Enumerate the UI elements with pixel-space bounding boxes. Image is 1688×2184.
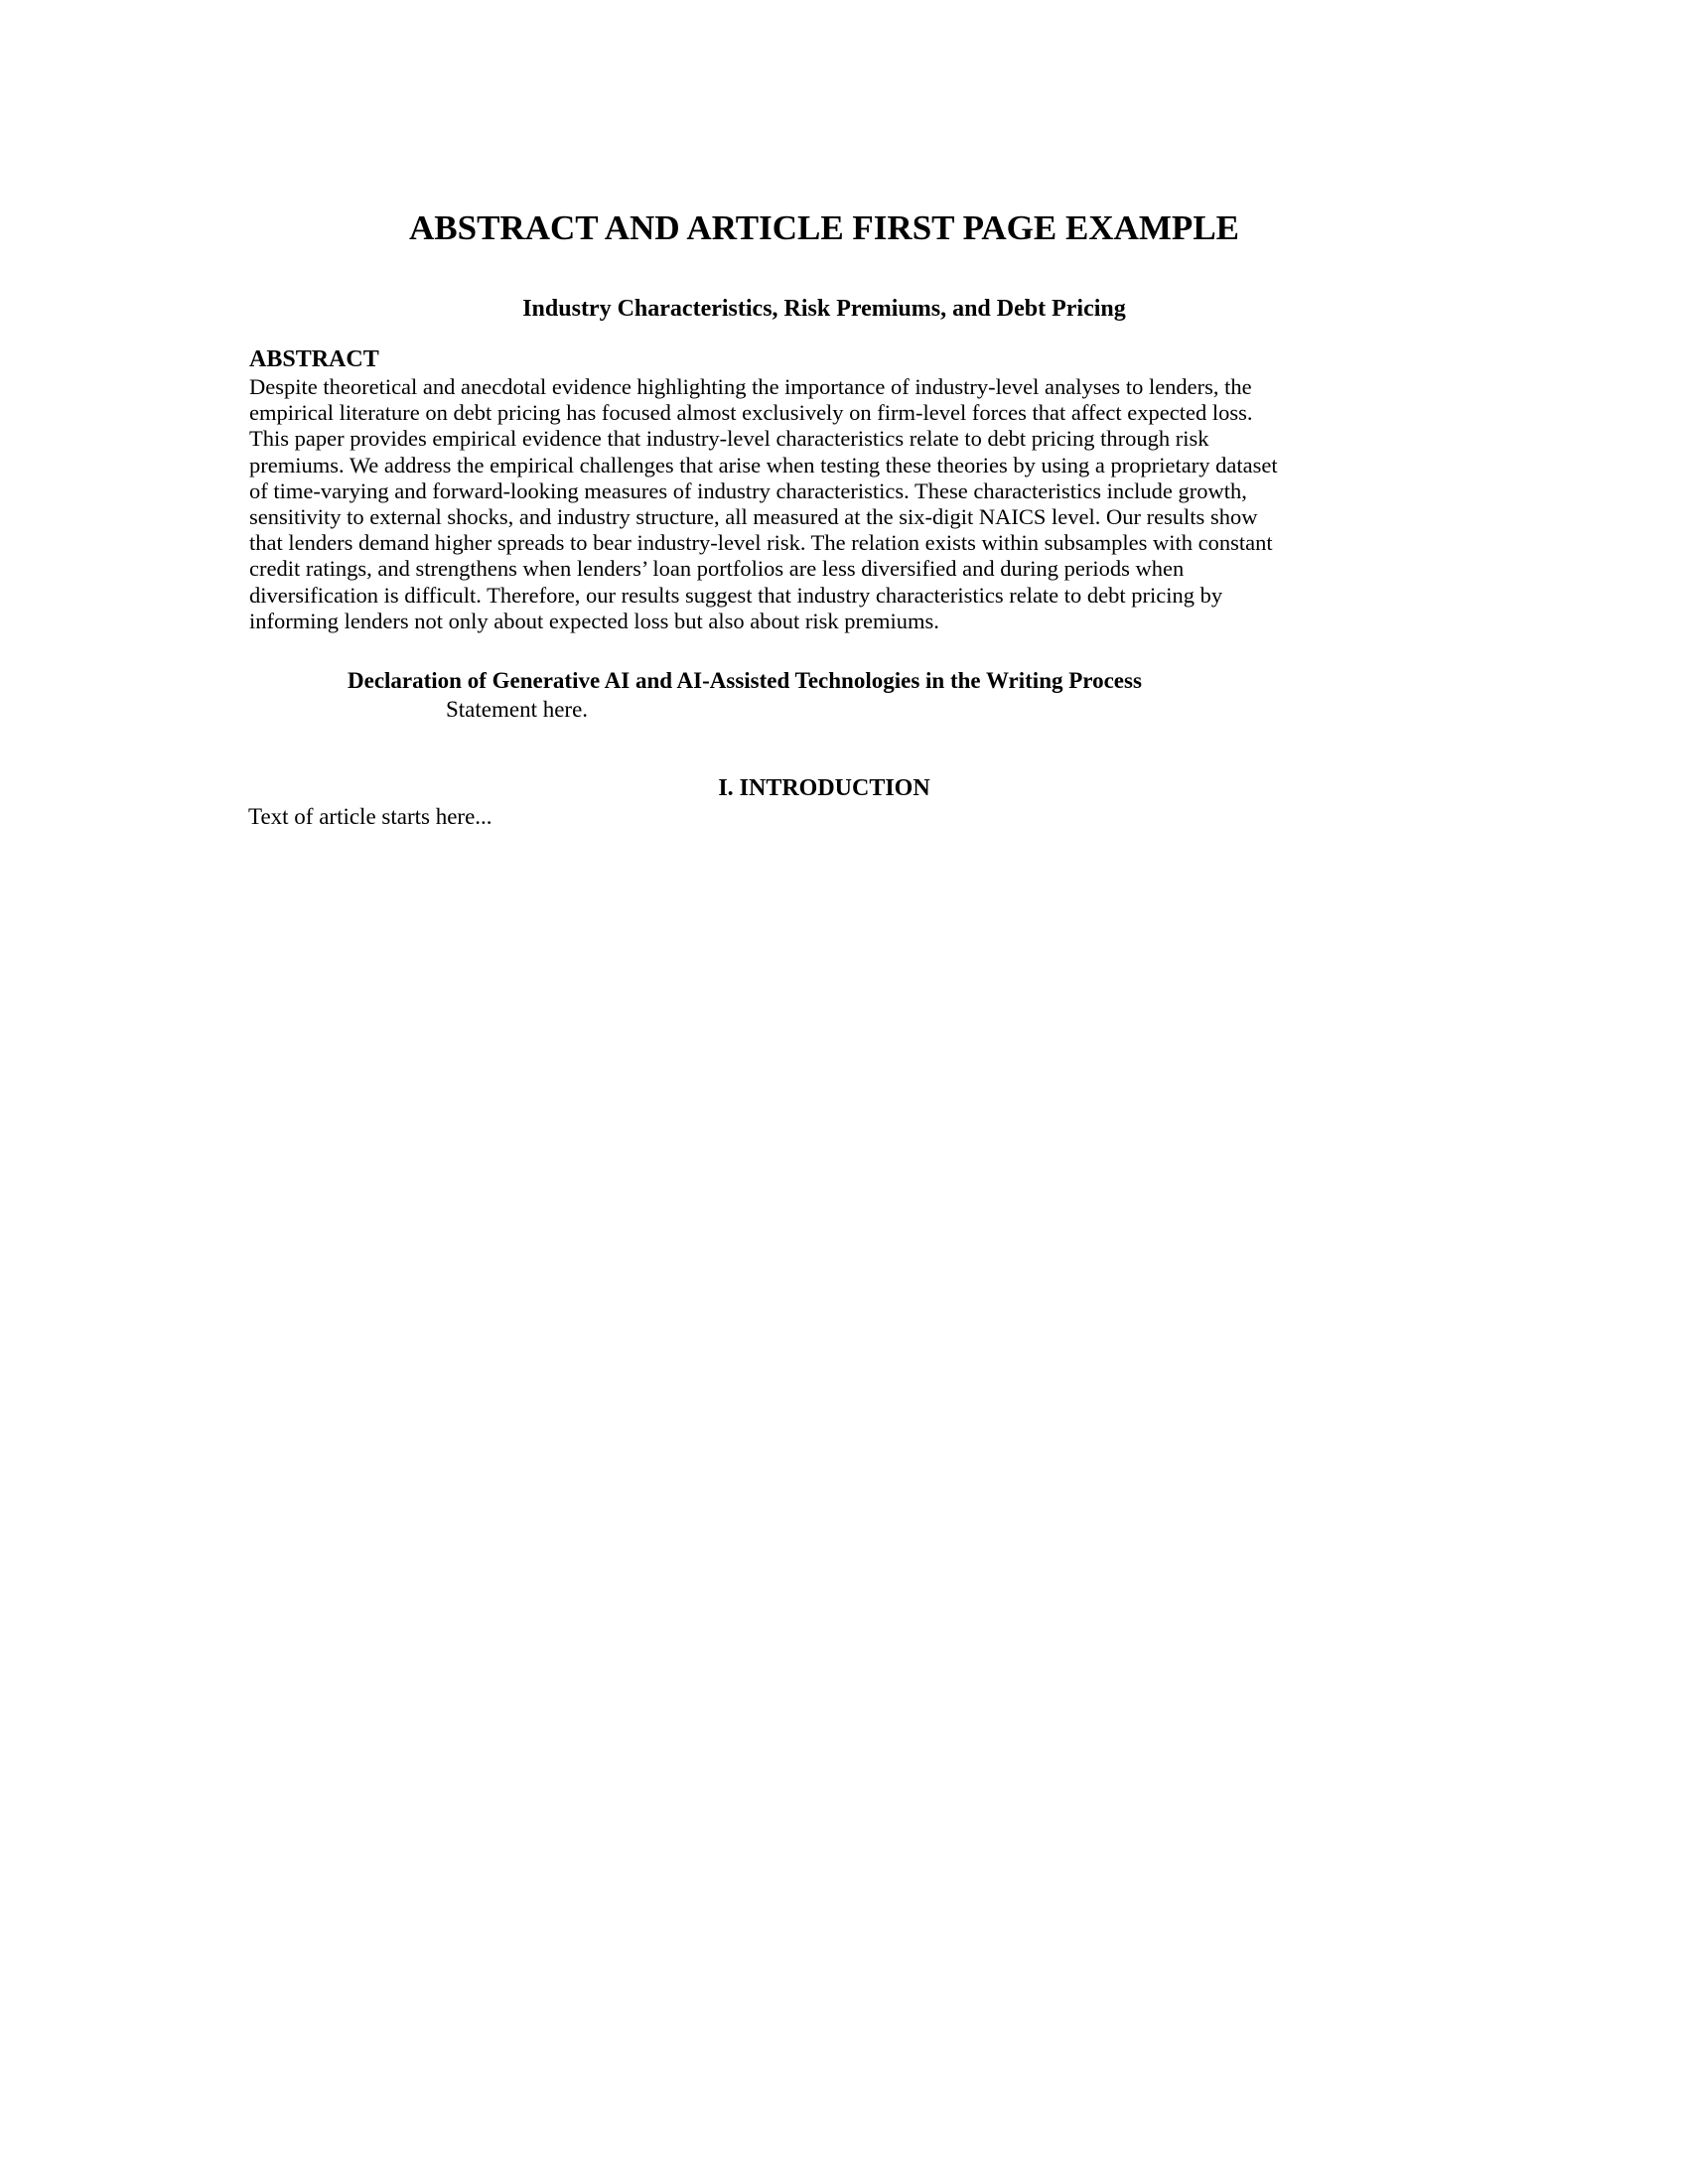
abstract-line: of time-varying and forward-looking measures of industry characteristics. These characteristics include growth, <box>249 478 1247 503</box>
paper-title: Industry Characteristics, Risk Premiums, and Debt Pricing <box>522 296 1126 322</box>
abstract-line: credit ratings, and strengthens when lenders’ loan portfolios are less diversified and during periods when <box>249 556 1185 582</box>
abstract-line: empirical literature on debt pricing has focused almost exclusively on firm-level forces that affect expected loss. <box>249 400 1253 426</box>
abstract-line: diversification is difficult. Therefore, our results suggest that industry characteristics relate to debt pricing by <box>249 582 1223 608</box>
abstract-line: sensitivity to external shocks, and industry structure, all measured at the six-digit NAICS level. Our results show <box>249 504 1258 530</box>
declaration-statement: Statement here. <box>446 697 589 722</box>
abstract-body <box>249 374 1411 634</box>
introduction-text: Text of article starts here... <box>248 804 492 829</box>
introduction-heading: I. INTRODUCTION <box>718 775 930 801</box>
abstract-line: informing lenders not only about expected loss but also about risk premiums. <box>249 608 939 633</box>
abstract-line: This paper provides empirical evidence that industry-level characteristics relate to debt pricing through risk <box>249 426 1209 452</box>
declaration-heading: Declaration of Generative AI and AI-Assisted Technologies in the Writing Process <box>348 668 1142 693</box>
abstract-line: that lenders demand higher spreads to bear industry-level risk. The relation exists within subsamples with constant <box>249 530 1273 556</box>
abstract-heading: ABSTRACT <box>249 346 379 372</box>
abstract-line: premiums. We address the empirical challenges that arise when testing these theories by using a proprietary dataset <box>249 452 1278 478</box>
abstract-line: Despite theoretical and anecdotal evidence highlighting the importance of industry-level analyses to lenders, the <box>249 374 1252 399</box>
document-title: ABSTRACT AND ARTICLE FIRST PAGE EXAMPLE <box>408 208 1240 247</box>
